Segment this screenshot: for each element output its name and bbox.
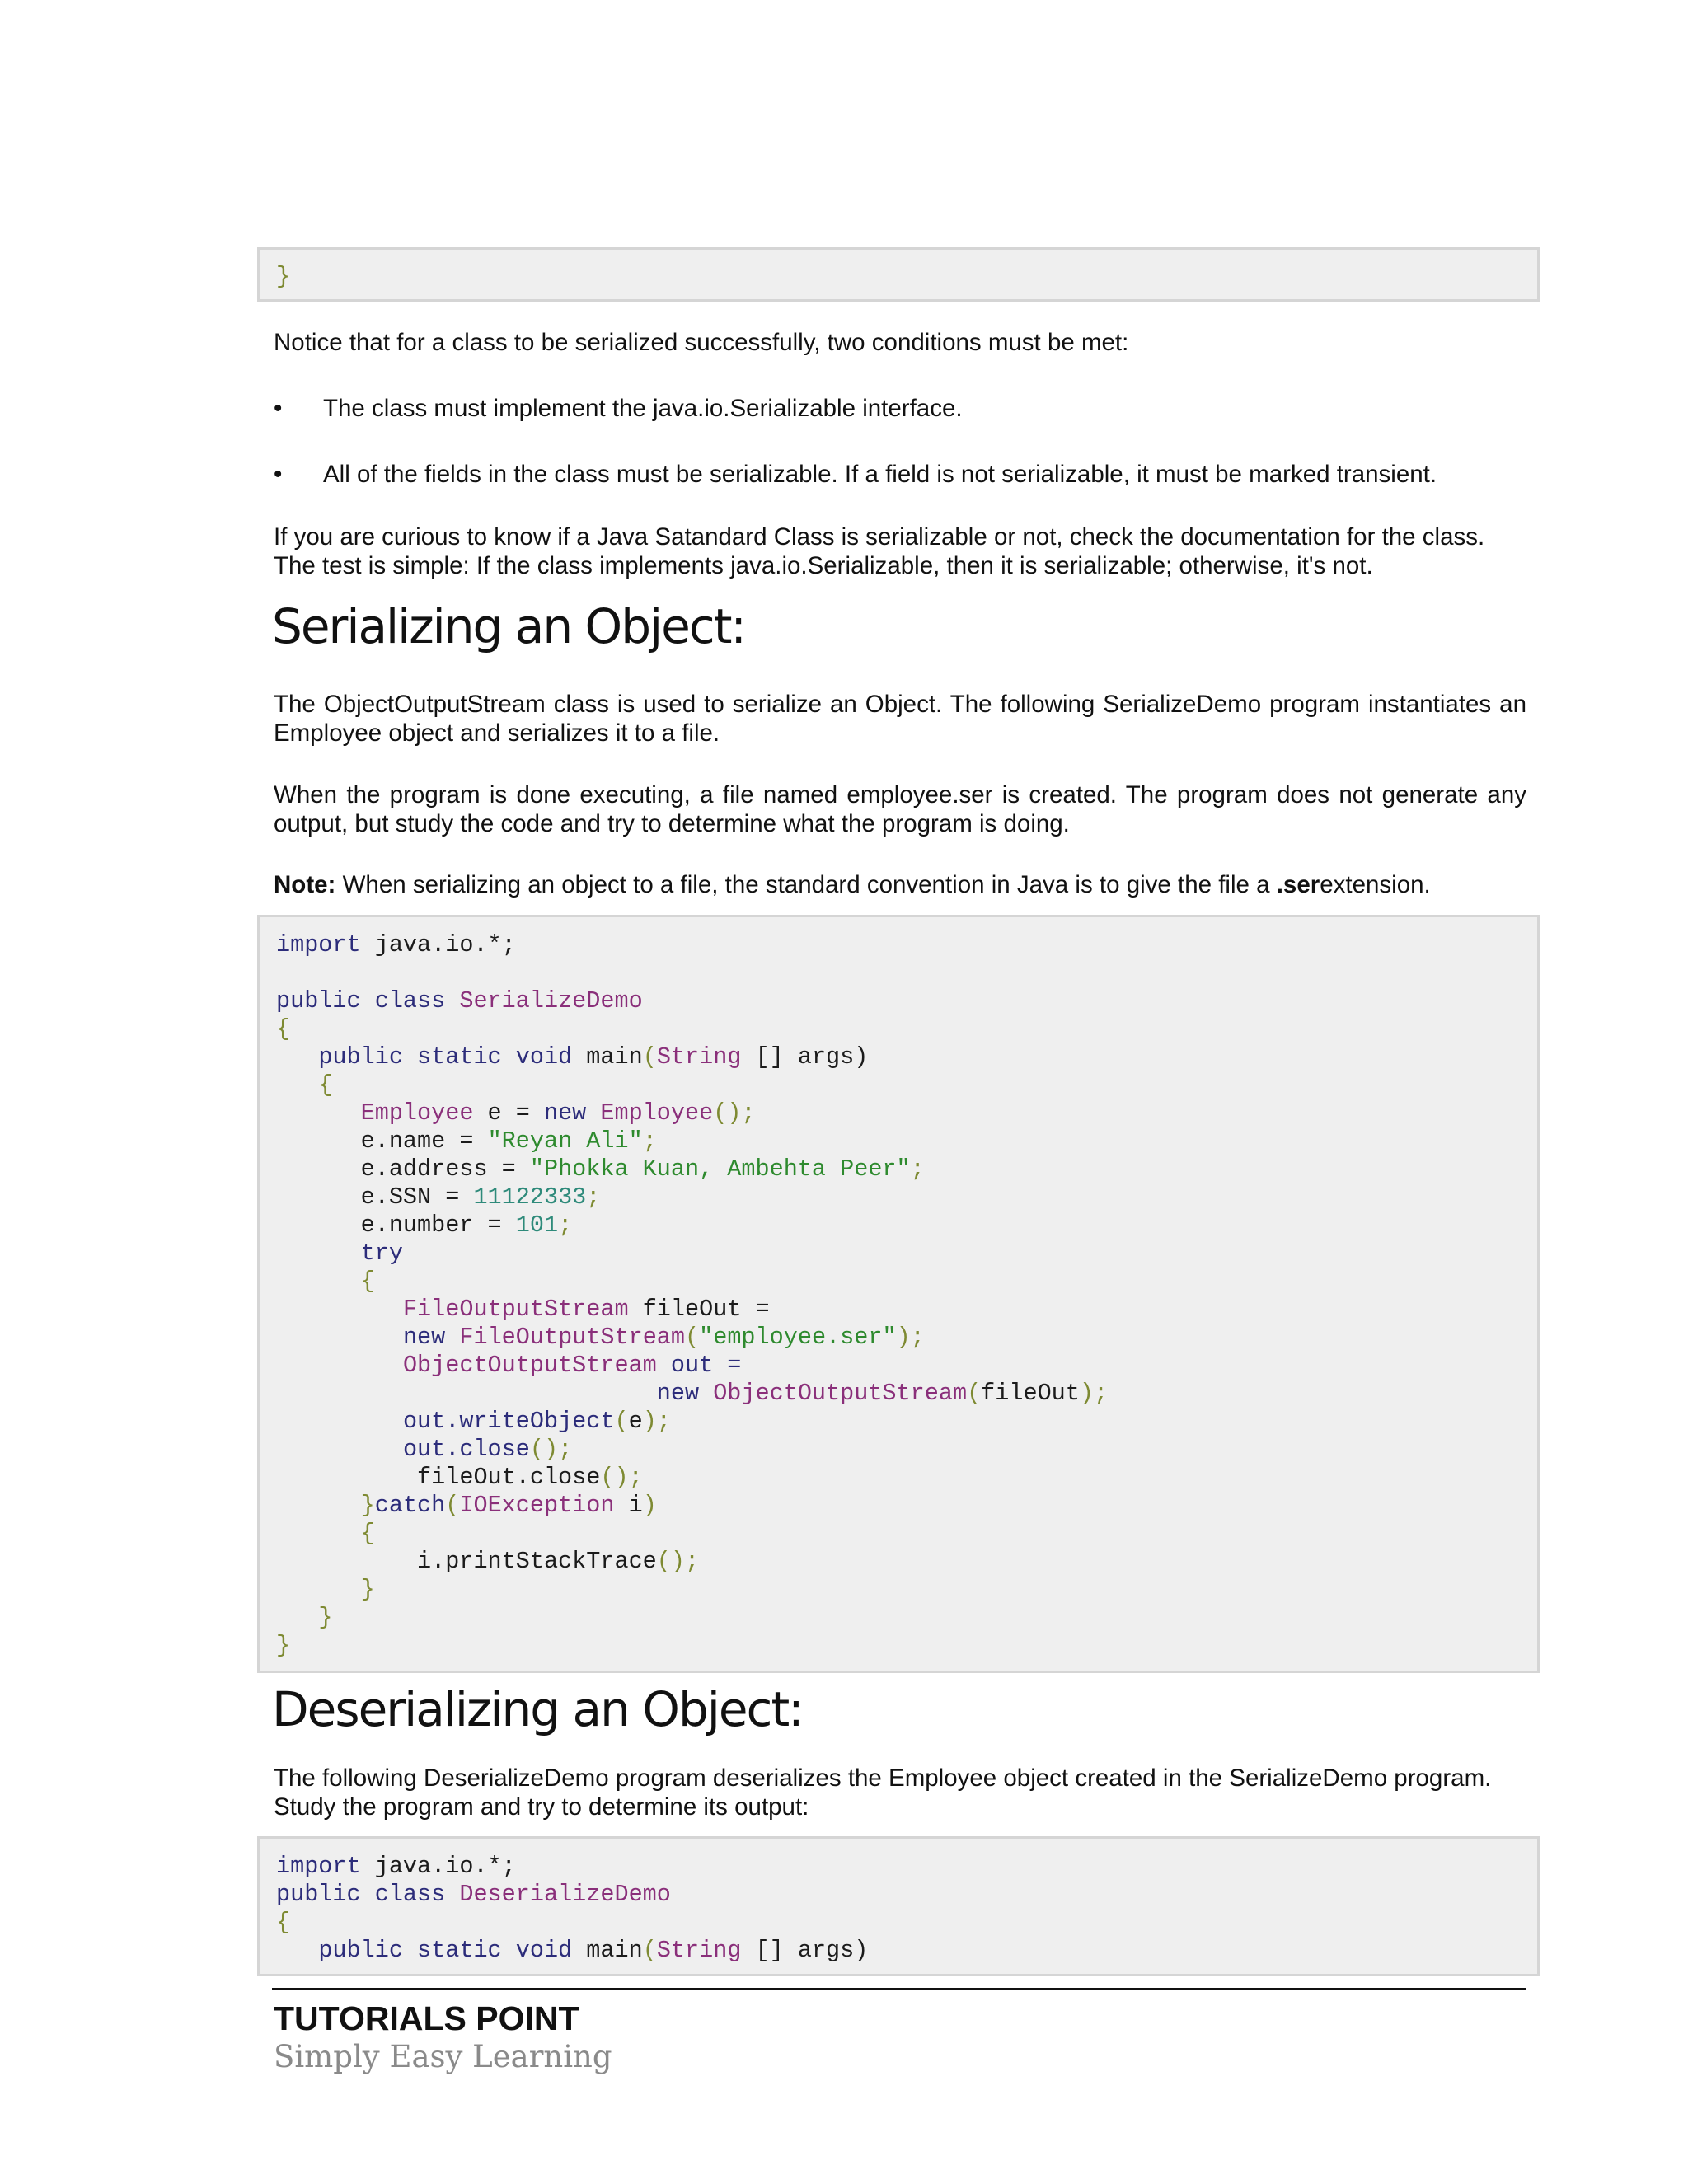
intro-paragraph: Notice that for a class to be serialized successfully, two conditions must be met: — [274, 329, 1129, 356]
footer-brand: TUTORIALS POINT — [274, 1999, 579, 2037]
note-paragraph — [274, 870, 1526, 899]
bullet-icon: • — [274, 461, 283, 488]
note-end: extension. — [1320, 871, 1431, 898]
deserialize-paragraph: The following DeserializeDemo program deserializes the Employee object created in the SerializeDemo program. Study the program and try to determine its output: — [274, 1765, 1492, 1821]
section-heading-deserializing: Deserializing an Object: — [272, 1681, 803, 1737]
list-item-text: The class must implement the java.io.Serializable interface. — [323, 395, 963, 422]
footer-divider — [272, 1988, 1526, 1990]
list-item-text: All of the fields in the class must be serializable. If a field is not serializable, it must be marked transient. — [323, 461, 1437, 488]
serializable-check-paragraph: If you are curious to know if a Java Satandard Class is serializable or not, check the documentation for the class. The test is simple: If the class implements java.io.Serializable, then it is serializable; otherwise, it's not. — [274, 523, 1485, 579]
code-block-fragment — [257, 247, 1540, 302]
note-extension: .ser — [1276, 871, 1320, 898]
note-text: When serializing an object to a file, the standard convention in Java is to give the file a — [335, 871, 1277, 898]
note-label: Note: — [274, 871, 336, 898]
closing-brace: } — [276, 263, 291, 290]
serialize-paragraph-2: When the program is done executing, a file named employee.ser is created. The program does not generate any output, but study the code and try to determine what the program is doing. — [274, 781, 1526, 837]
bullet-icon: • — [274, 395, 283, 422]
serialize-paragraph-1: The ObjectOutputStream class is used to serialize an Object. The following SerializeDemo program instantiates an Employee object and serializes it to a file. — [274, 691, 1526, 747]
footer-tagline: Simply Easy Learning — [274, 2039, 612, 2074]
code-block-serialize-demo: import java.io.*; public class SerializeDemo { public static void main(String [] args) { Employee e = new Employee(); e.name = "Reyan Ali"; e.address = "Phokka Kuan, Ambehta Peer"; e.SSN = 11122333; e.number = 101; try { FileOutputStream fileOut = new FileOutputStream("employee.ser"); ObjectOutputStream out = new ObjectOutputStream(fileOut); out.writeObject(e); out.close(); fileOut.close(); }catch(IOException i) { i.printStackTrace(); } } } — [257, 915, 1540, 1673]
code-block-deserialize-demo: import java.io.*; public class DeserializeDemo { public static void main(String [] args) — [257, 1836, 1540, 1976]
section-heading-serializing: Serializing an Object: — [272, 598, 745, 654]
